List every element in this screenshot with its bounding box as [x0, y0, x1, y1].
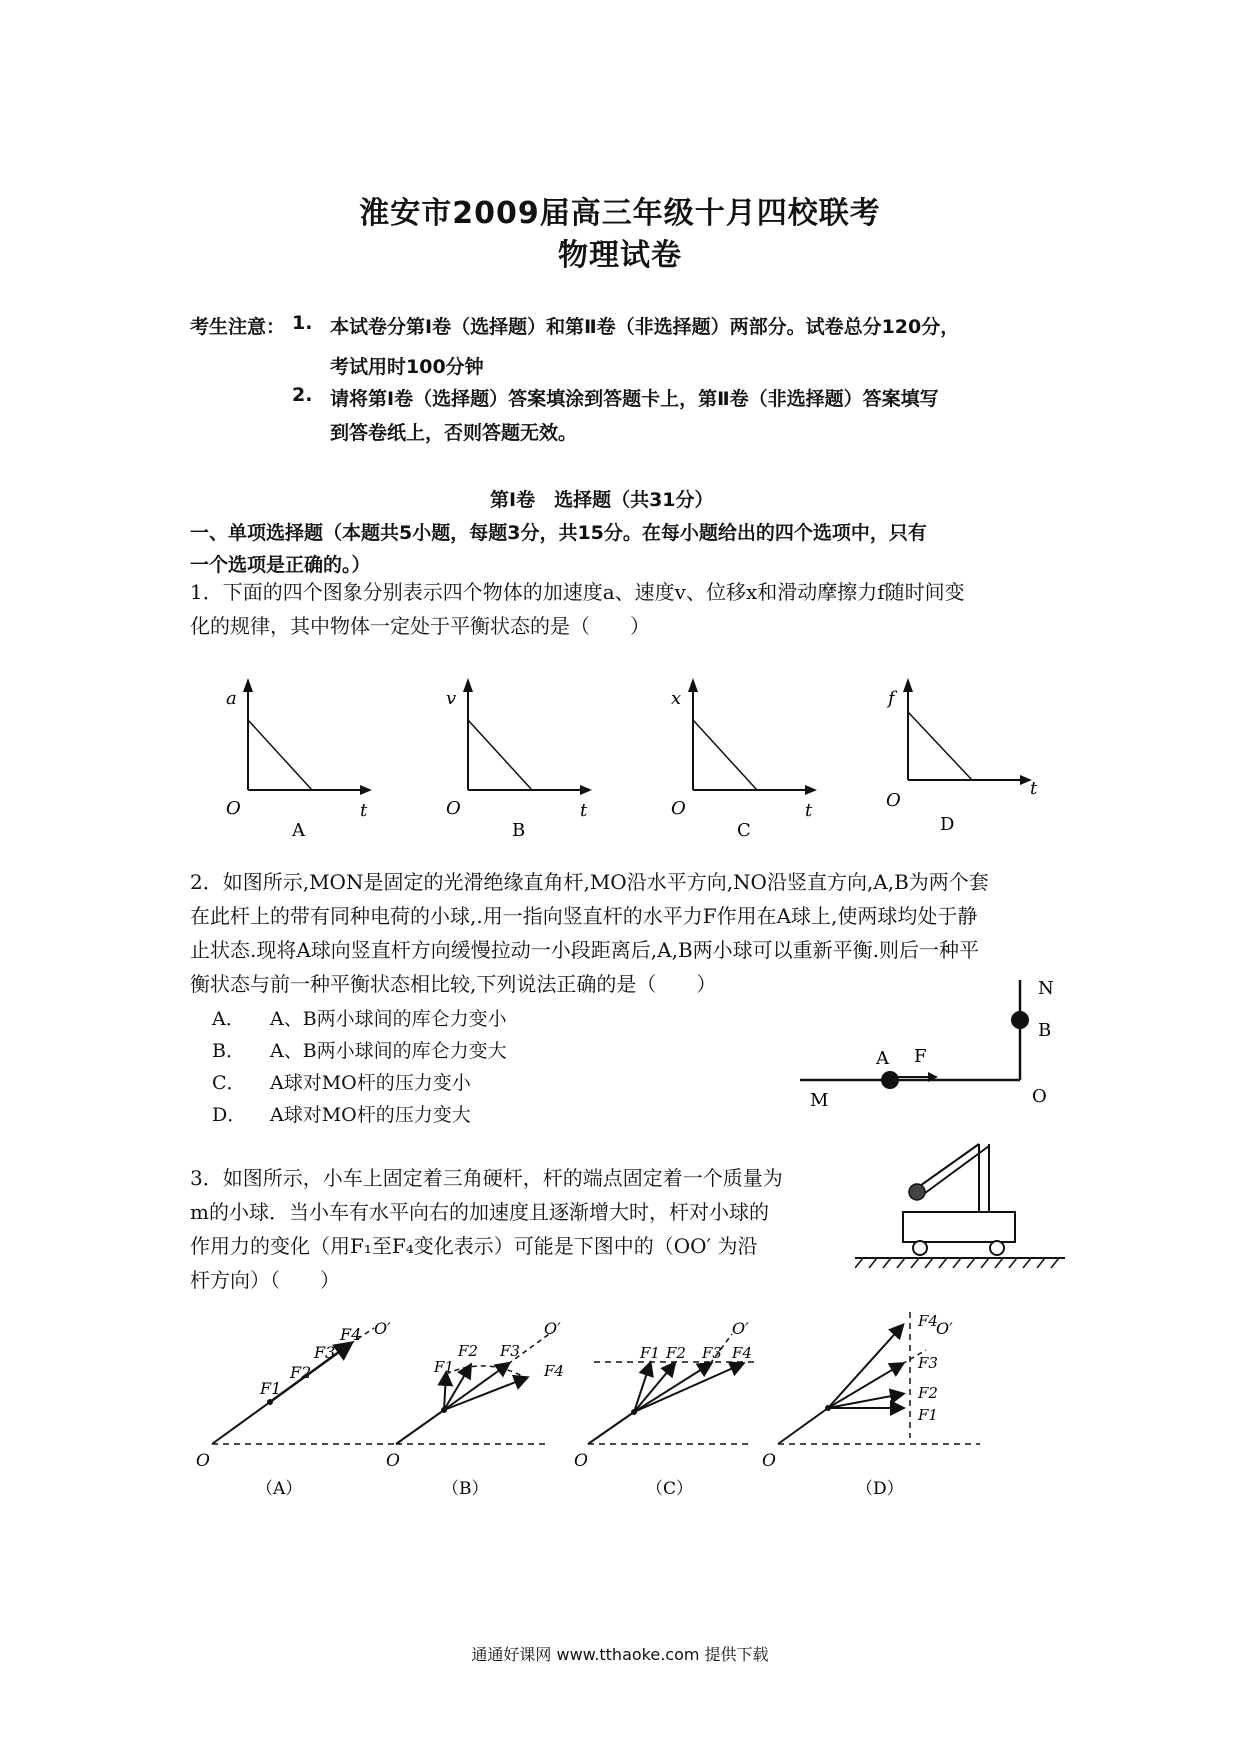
q2-option-b-text: A、B两小球间的库仑力变大	[270, 1040, 507, 1062]
q2-option-c-text: A球对MO杆的压力变小	[270, 1072, 471, 1094]
q1d-origin: O	[886, 790, 901, 811]
q3-figure-c	[574, 1319, 754, 1499]
q2-option-c-key: C．	[212, 1072, 246, 1094]
q3d-caption: （D）	[856, 1479, 904, 1499]
q3-figure-d	[762, 1312, 980, 1499]
q1-graph-b	[446, 678, 592, 840]
notice-label: 考生注意：	[190, 316, 286, 338]
q1a-caption: A	[292, 820, 305, 840]
q1-stem-line1: 1．下面的四个图象分别表示四个物体的加速度a、速度v、位移x和滑动摩擦力f随时间变	[190, 580, 965, 604]
q1c-ylabel: x	[671, 688, 682, 709]
q3a-f2: F2	[290, 1363, 312, 1382]
q2-stem-line3: 止状态.现将A球向竖直杆方向缓慢拉动一小段距离后,A,B两小球可以重新平衡.则后一种平	[190, 938, 980, 962]
q2-label-b: B	[1038, 1020, 1052, 1041]
q3-cart-figure	[855, 1140, 1085, 1280]
part1-heading-line1: 一、单项选择题（本题共5小题，每题3分，共15分。在每小题给出的四个选项中，只有	[190, 522, 927, 544]
q3b-f3: F3	[500, 1342, 520, 1360]
q2-stem-line4: 衡状态与前一种平衡状态相比较,下列说法正确的是（ ）	[190, 972, 717, 996]
notice-item2-line1: 请将第Ⅰ卷（选择题）答案填涂到答题卡上，第Ⅱ卷（非选择题）答案填写	[330, 388, 939, 410]
q3a-f3: F3	[314, 1343, 336, 1362]
q3d-f4: F4	[918, 1312, 938, 1330]
q3b-origin: O	[386, 1451, 400, 1471]
q1c-xlabel: t	[805, 800, 813, 821]
q3d-f1: F1	[918, 1406, 938, 1424]
q3b-caption: （B）	[442, 1479, 489, 1499]
q3c-oprime: O′	[732, 1319, 749, 1338]
q2-option-a-key: A．	[212, 1008, 245, 1030]
q3b-oprime: O′	[544, 1319, 561, 1338]
q3c-origin: O	[574, 1451, 588, 1471]
q2-option-d-key: D．	[212, 1104, 247, 1126]
q1-graph-c	[671, 678, 817, 840]
notice-item1-num: 1.	[292, 312, 313, 334]
q1b-xlabel: t	[580, 800, 588, 821]
q2-figure	[790, 970, 1080, 1140]
q3d-f2: F2	[918, 1384, 938, 1402]
q2-option-a-text: A、B两小球间的库仑力变小	[270, 1008, 507, 1030]
q3d-f3: F3	[918, 1354, 938, 1372]
q3a-caption: （A）	[256, 1479, 303, 1499]
part1-heading-line2: 一个选项是正确的。）	[190, 554, 371, 576]
q3-stem-line1: 3．如图所示，小车上固定着三角硬杆，杆的端点固定着一个质量为	[190, 1166, 783, 1190]
q1c-origin: O	[671, 798, 686, 819]
q2-stem-line1: 2．如图所示,MON是固定的光滑绝缘直角杆,MO沿水平方向,NO沿竖直方向,A,B为两个套	[190, 870, 989, 894]
q3-figure-b	[386, 1319, 564, 1499]
q3-figures	[190, 1300, 1010, 1500]
q1d-caption: D	[940, 814, 955, 835]
q2-label-n: N	[1038, 978, 1054, 999]
q2-label-o: O	[1032, 1086, 1047, 1107]
notice-item1-line1: 本试卷分第Ⅰ卷（选择题）和第Ⅱ卷（非选择题）两部分。试卷总分120分，	[330, 316, 960, 338]
q3d-origin: O	[762, 1451, 776, 1471]
q1d-xlabel: t	[1030, 778, 1038, 799]
q1a-origin: O	[226, 798, 241, 819]
page-title: 淮安市2009届高三年级十月四校联考	[359, 196, 881, 231]
q1-graphs	[200, 670, 1080, 840]
q3-stem-line4: 杆方向）（ ）	[190, 1268, 340, 1292]
q3c-f1: F1	[640, 1344, 660, 1362]
q3c-f3: F3	[702, 1344, 722, 1362]
q2-ball-a	[881, 1071, 899, 1089]
q2-ball-b	[1011, 1011, 1029, 1029]
q3b-f4: F4	[544, 1362, 564, 1380]
page-subtitle: 物理试卷	[558, 238, 682, 273]
q3a-f1: F1	[260, 1379, 282, 1398]
q1-stem-line2: 化的规律，其中物体一定处于平衡状态的是（ ）	[190, 614, 650, 638]
q3d-oprime: O′	[936, 1319, 953, 1338]
notice-item2-line2: 到答卷纸上，否则答题无效。	[330, 422, 578, 444]
q3a-f4: F4	[340, 1325, 362, 1344]
footer-text: 通通好课网 www.tthaoke.com 提供下载	[471, 1645, 769, 1664]
section-title: 第Ⅰ卷 选择题（共31分）	[490, 489, 714, 511]
q1c-caption: C	[737, 820, 751, 840]
q3c-f2: F2	[666, 1344, 686, 1362]
q3-figure-a	[196, 1319, 400, 1499]
q3a-oprime: O′	[374, 1319, 391, 1338]
q3a-origin: O	[196, 1451, 210, 1471]
q1b-ylabel: v	[446, 688, 457, 709]
q2-label-a: A	[876, 1048, 889, 1069]
q3b-f2: F2	[458, 1342, 478, 1360]
q2-label-m: M	[810, 1090, 829, 1111]
notice-item2-num: 2.	[292, 384, 313, 406]
q3-stem-line2: m的小球．当小车有水平向右的加速度且逐渐增大时，杆对小球的	[190, 1200, 769, 1224]
q3b-f1: F1	[434, 1358, 454, 1376]
q3-stem-line3: 作用力的变化（用F₁至F₄变化表示）可能是下图中的（OO′ 为沿	[190, 1234, 758, 1258]
q1-graph-d	[886, 678, 1038, 835]
q1d-ylabel: f	[888, 688, 895, 709]
q2-label-f: F	[914, 1046, 927, 1067]
q1a-xlabel: t	[360, 800, 368, 821]
q1a-ylabel: a	[226, 688, 237, 709]
q3c-f4: F4	[732, 1344, 752, 1362]
notice-item1-line2: 考试用时100分钟	[330, 356, 484, 378]
q2-option-b-key: B．	[212, 1040, 245, 1062]
q1b-caption: B	[512, 820, 526, 840]
q1-graph-a	[226, 678, 372, 840]
q2-stem-line2: 在此杆上的带有同种电荷的小球,.用一指向竖直杆的水平力F作用在A球上,使两球均处于静	[190, 904, 978, 928]
q1b-origin: O	[446, 798, 461, 819]
q2-option-d-text: A球对MO杆的压力变大	[270, 1104, 471, 1126]
q3c-caption: （C）	[646, 1479, 694, 1499]
